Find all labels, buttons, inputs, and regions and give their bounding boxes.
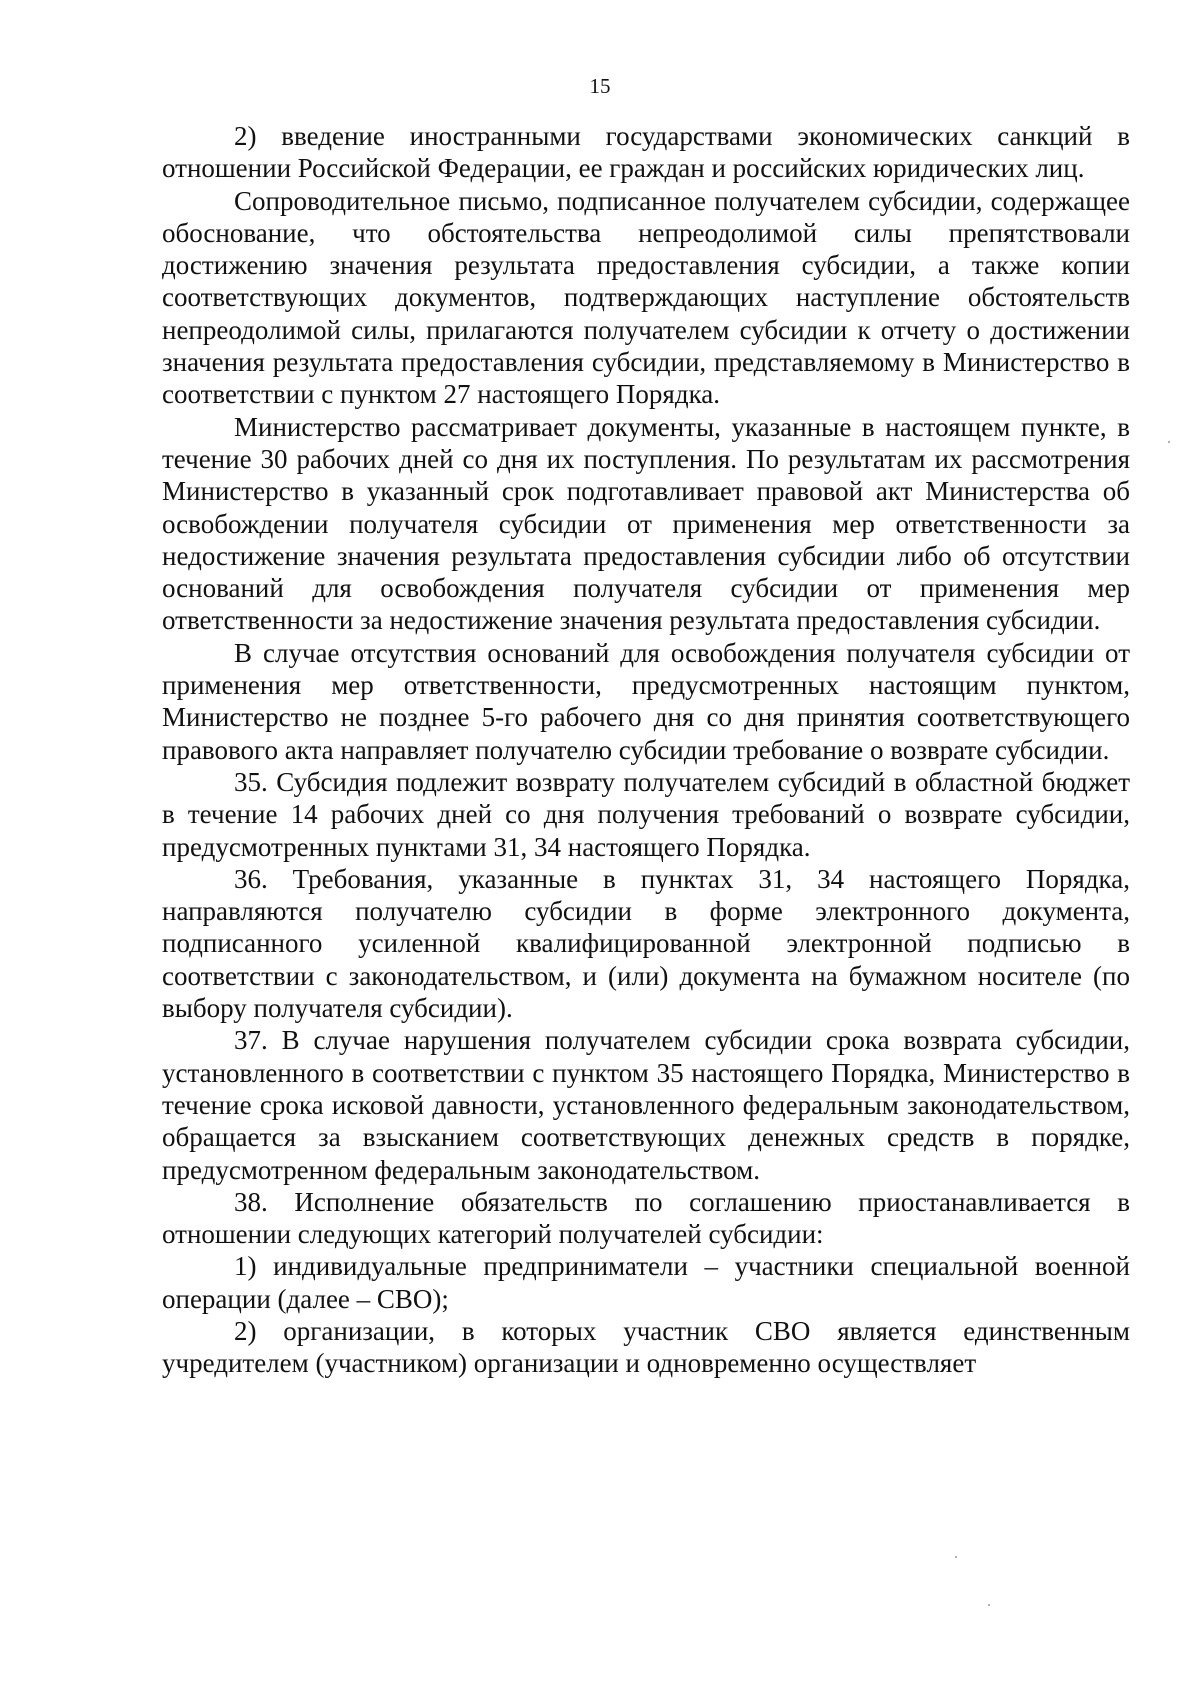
scan-speck <box>1168 441 1170 443</box>
page-number: 15 <box>589 74 611 98</box>
paragraph-item-38-1: 1) индивидуальные предприниматели – участники специальной военной операции (далее – СВО); <box>162 1251 1130 1314</box>
paragraph-sanctions: 2) введение иностранными государствами экономических санкций в отношении Российской Федерации, ее граждан и российских юридических лиц. <box>162 121 1130 184</box>
paragraph-item-38: 38. Исполнение обязательств по соглашению приостанавливается в отношении следующих категорий получателей субсидии: <box>162 1186 1130 1250</box>
paragraph-item-36: 36. Требования, указанные в пунктах 31, 34 настоящего Порядка, направляются получателю субсидии в форме электронного документа, подписанного усиленной квалифицированной электронной подписью в соответствии с законодательством, и (или) документа на бумажном носителе (по выбору получателя субсидии). <box>162 863 1130 1024</box>
scan-speck <box>955 1556 957 1558</box>
document-body <box>162 120 1130 1380</box>
paragraph-cover-letter: Сопроводительное письмо, подписанное получателем субсидии, содержащее обоснование, что обстоятельства непреодолимой силы препятствовали достижению значения результата предоставления субсидии, а также копии соответствующих документов, подтверждающих наступление обстоятельств непреодолимой силы, прилагаются получателем субсидии к отчету о достижении значения результата предоставления субсидии, представляемому в Министерство в соответствии с пунктом 27 настоящего Порядка. <box>162 185 1130 410</box>
paragraph-ministry-review: Министерство рассматривает документы, указанные в настоящем пункте, в течение 30 рабочих дней со дня их поступления. По результатам их рассмотрения Министерство в указанный срок подготавливает правовой акт Министерства об освобождении получателя субсидии от применения мер ответственности за недостижение значения результата предоставления субсидии либо об отсутствии оснований для освобождения получателя субсидии от применения мер ответственности за недостижение значения результата предоставления субсидии. <box>162 411 1130 636</box>
paragraph-item-35: 35. Субсидия подлежит возврату получателем субсидий в областной бюджет в течение 14 рабочих дней со дня получения требований о возврате субсидии, предусмотренных пунктами 31, 34 настоящего Порядка. <box>162 766 1130 862</box>
paragraph-item-37: 37. В случае нарушения получателем субсидии срока возврата субсидии, установленного в соответствии с пунктом 35 настоящего Порядка, Министерство в течение срока исковой давности, установленного федеральным законодательством, обращается за взысканием соответствующих денежных средств в порядке, предусмотренном федеральным законодательством. <box>162 1025 1130 1185</box>
scan-speck <box>988 1604 990 1606</box>
paragraph-no-grounds: В случае отсутствия оснований для освобождения получателя субсидии от применения мер ответственности, предусмотренных настоящим пунктом, Министерство не позднее 5-го рабочего дня со дня принятия соответствующего правового акта направляет получателю субсидии требование о возврате субсидии. <box>162 637 1130 765</box>
paragraph-item-38-2: 2) организации, в которых участник СВО является единственным учредителем (участником) организации и одновременно осуществляет <box>162 1315 1130 1379</box>
